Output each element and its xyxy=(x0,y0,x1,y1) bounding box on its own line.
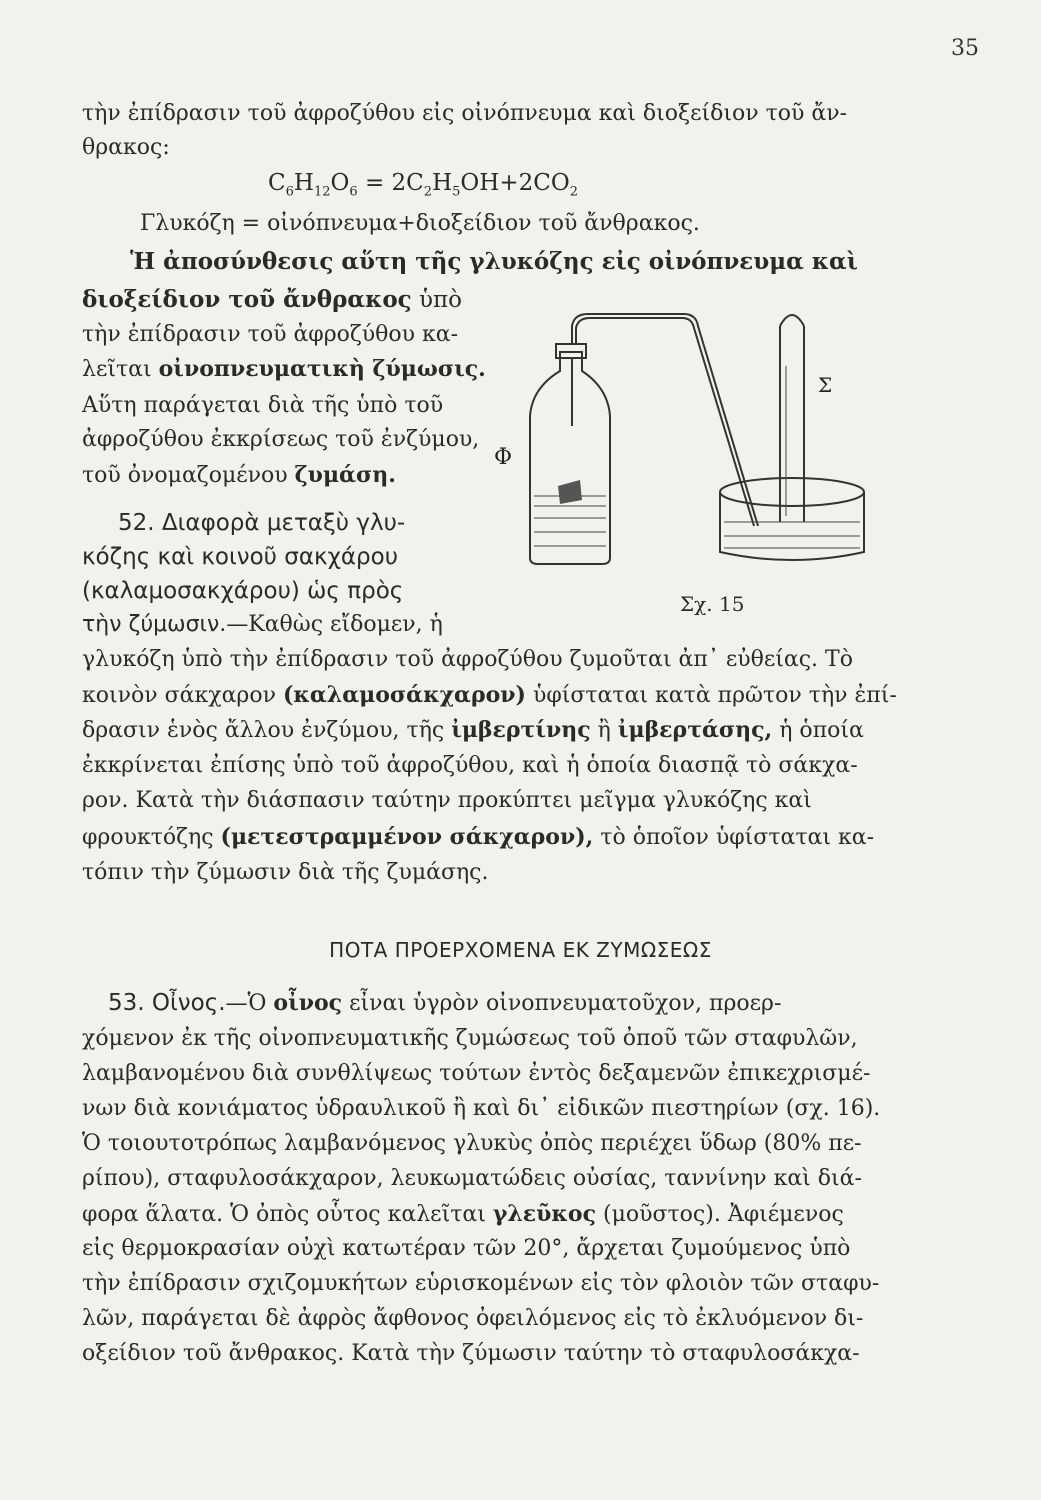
text-line: κοινὸν σάκχαρον (καλαμοσάκχαρον) ὑφίσταται κατὰ πρῶτον τὴν ἐπί- xyxy=(82,682,897,708)
text-line: λῶν, παράγεται δὲ ἀφρὸς ἄφθονος ὀφειλόμενος εἰς τὸ ἐκλυόμενον δι- xyxy=(82,1306,864,1331)
text-line: ρίπου), σταφυλοσάκχαρον, λευκωματώδεις οὐσίας, ταννίνην καὶ διά- xyxy=(82,1166,862,1191)
text-line: Αὕτη παράγεται διὰ τῆς ὑπὸ τοῦ xyxy=(82,393,444,418)
text-line: τὴν ἐπίδρασιν σχιζομυκήτων εὑρισκομένων εἰς τὸν φλοιὸν τῶν σταφυ- xyxy=(82,1271,880,1296)
text-line: ἐκκρίνεται ἐπίσης ὑπὸ τοῦ ἀφροζύθου, καὶ ἡ ὁποία διασπᾷ τὸ σάκχα- xyxy=(82,753,858,778)
text-line: φορα ἅλατα. Ὁ ὀπὸς οὗτος καλεῖται γλεῦκος (μοῦστος). Ἀφιέμενος xyxy=(82,1201,844,1227)
text-line: τὴν ἐπίδρασιν τοῦ ἀφροζύθου κα- xyxy=(82,322,459,347)
text-line: τόπιν τὴν ζύμωσιν διὰ τῆς ζυμάσης. xyxy=(82,860,489,885)
fermentation-apparatus-figure xyxy=(492,296,892,596)
text-line: λεῖται οἰνοπνευματικὴ ζύμωσις. xyxy=(82,356,486,382)
text-line: χόμενον ἐκ τῆς οἰνοπνευματικῆς ζυμώσεως τοῦ ὀποῦ τῶν σταφυλῶν, xyxy=(82,1026,858,1051)
text-line: τὴν ζύμωσιν.—Καθὼς εἴδομεν, ἡ xyxy=(82,612,443,637)
label-sigma: Σ xyxy=(818,373,833,397)
figure-caption: Σχ. 15 xyxy=(680,592,745,616)
text-line: φρουκτόζης (μετεστραμμένον σάκχαρον), τὸ ὁποῖον ὑφίσταται κα- xyxy=(82,824,875,850)
text-line: γλυκόζη ὑπὸ τὴν ἐπίδρασιν τοῦ ἀφροζύθου ζυμοῦται ἀπ᾽ εὐθείας. Τὸ xyxy=(82,647,853,672)
text-line: θρακος: xyxy=(82,135,170,160)
label-phi: Φ xyxy=(494,445,513,470)
text-line: νων διὰ κονιάματος ὑδραυλικοῦ ἢ καὶ δι᾽ εἰδικῶν πιεστηρίων (σχ. 16). xyxy=(82,1096,881,1121)
text-line: ἀφροζύθου ἐκκρίσεως τοῦ ἐνζύμου, xyxy=(82,427,480,452)
text-line: οξείδιον τοῦ ἄνθρακος. Κατὰ τὴν ζύμωσιν ταύτην τὸ σταφυλοσάκχα- xyxy=(82,1341,860,1366)
text-line: διοξείδιον τοῦ ἄνθρακος ὑπὸ xyxy=(82,286,462,313)
section-52-title: 52. Διαφορὰ μεταξὺ γλυ- xyxy=(118,510,406,536)
text-line: Ἡ ἀποσύνθεσις αὕτη τῆς γλυκόζης εἰς οἰνόπνευμα καὶ xyxy=(130,248,858,275)
text-line: λαμβανομένου διὰ συνθλίψεως τούτων ἐντὸς δεξαμενῶν ἐπικεχρισμέ- xyxy=(82,1061,871,1086)
chemical-equation: $C_6H_{12}O_6 = 2C_2H_5OH+2CO_2$ xyxy=(268,170,578,200)
section-53-first-line: 53. Οἶνος.—Ὁ οἶνος εἶναι ὑγρὸν οἰνοπνευματοῦχον, προερ- xyxy=(108,990,782,1016)
text-line: ρον. Κατὰ τὴν διάσπασιν ταύτην προκύπτει μεῖγμα γλυκόζης καὶ xyxy=(82,788,812,813)
text-line: τὴν ἐπίδρασιν τοῦ ἀφροζύθου εἰς οἰνόπνευμα καὶ διοξείδιον τοῦ ἄν- xyxy=(82,101,848,126)
page-number: 35 xyxy=(951,36,979,61)
text-line: Ὁ τοιουτοτρόπως λαμβανόμενος γλυκὺς ὀπὸς περιέχει ὕδωρ (80% πε- xyxy=(82,1131,862,1156)
text-line: εἰς θερμοκρασίαν οὐχὶ κατωτέραν τῶν 20°, ἄρχεται ζυμούμενος ὑπὸ xyxy=(82,1236,851,1261)
text-line: τοῦ ὀνομαζομένου ζυμάση. xyxy=(82,462,396,488)
text-line: κόζης καὶ κοινοῦ σακχάρου xyxy=(82,544,399,570)
text-line: δρασιν ἑνὸς ἄλλου ἐνζύμου, τῆς ἰμβερτίνης ἢ ἰμβερτάσης, ἡ ὁποία xyxy=(82,717,864,743)
text-line: (καλαμοσακχάρου) ὡς πρὸς xyxy=(82,578,404,604)
equation-words: Γλυκόζη = οἰνόπνευμα+διοξείδιον τοῦ ἄνθρακος. xyxy=(140,211,700,236)
section-heading: ΠΟΤΑ ΠΡΟΕΡΧΟΜΕΝΑ ΕΚ ΖΥΜΩΣΕΩΣ xyxy=(329,938,712,962)
